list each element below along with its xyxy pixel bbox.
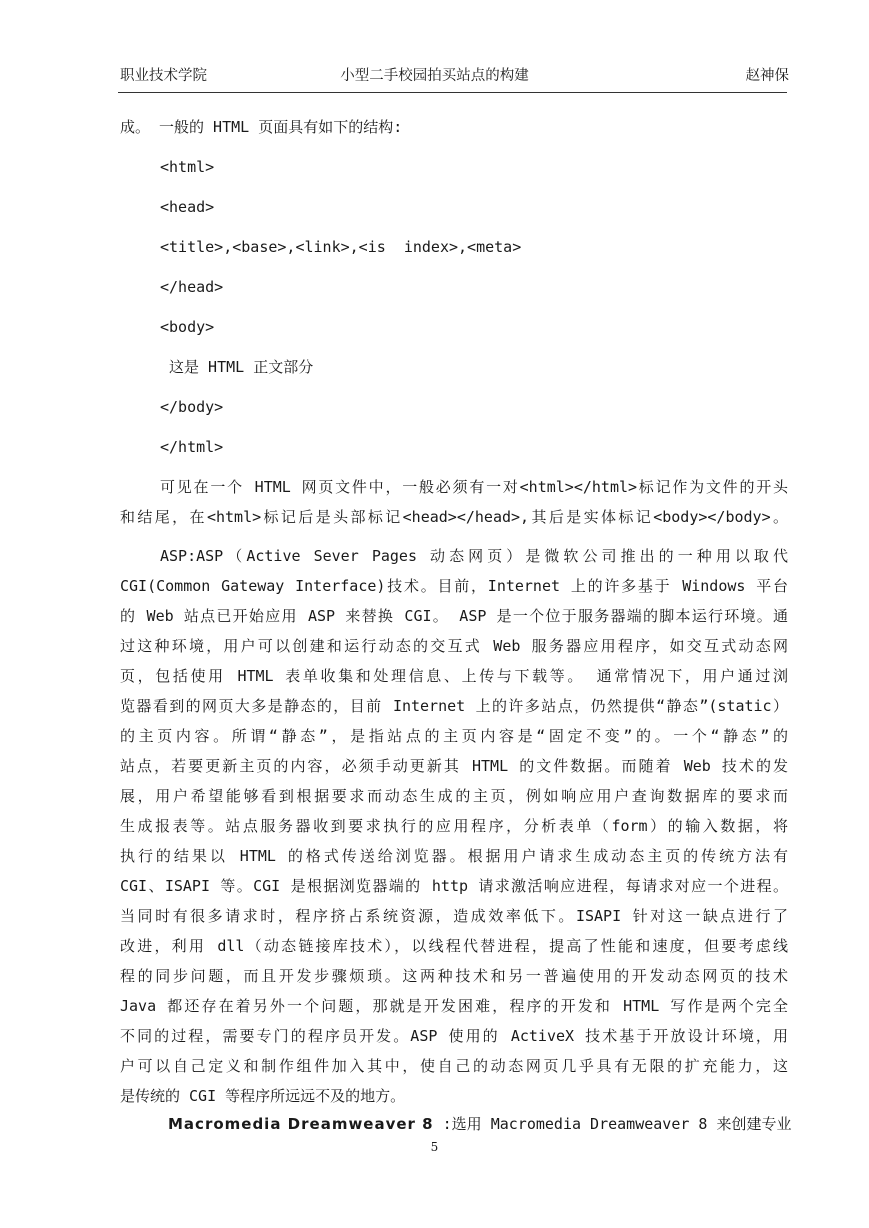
text-line: 生成报表等。站点服务器收到要求执行的应用程序，分析表单（form）的输入数据，将	[120, 817, 788, 835]
header-rule	[118, 92, 787, 93]
code-line: </body>	[160, 398, 224, 416]
header-left: 职业技术学院	[120, 68, 207, 84]
header-title: 小型二手校园拍买站点的构建	[340, 68, 529, 84]
text-line: 当同时有很多请求时，程序挤占系统资源，造成效率低下。ISAPI 针对这一缺点进行了	[120, 907, 788, 925]
text-line: 的主页内容。所谓“静态”，是指站点的主页内容是“固定不变”的。一个“静态”的	[120, 727, 788, 745]
code-line: <html>	[160, 158, 215, 176]
text-line: CGI、ISAPI 等。CGI 是根据浏览器端的 http 请求激活响应进程，每请求对应一个进程。	[120, 877, 788, 895]
software-name: Macromedia Dreamweaver 8	[168, 1115, 434, 1133]
header-author: 赵神保	[745, 68, 789, 84]
text-line	[168, 1114, 792, 1134]
text-line: 执行的结果以 HTML 的格式传送给浏览器。根据用户请求生成动态主页的传统方法有	[120, 847, 788, 865]
text-line: 和结尾，在<html>标记后是头部标记<head></head>,其后是实体标记<body></body>。	[120, 508, 788, 526]
text-line: 户可以自己定义和制作组件加入其中，使自己的动态网页几乎具有无限的扩充能力，这	[120, 1057, 788, 1075]
page-number: 5	[430, 1140, 439, 1154]
code-line: <head>	[160, 198, 215, 216]
text-line: 览器看到的网页大多是静态的，目前 Internet 上的许多站点，仍然提供“静态”(static）	[120, 697, 788, 715]
text-line: Java 都还存在着另外一个问题，那就是开发困难，程序的开发和 HTML 写作是两个完全	[120, 997, 788, 1015]
text-line: 展，用户希望能够看到根据要求而动态生成的主页，例如响应用户查询数据库的要求而	[120, 787, 788, 805]
text-line-rest: :选用 Macromedia Dreamweaver 8 来创建专业	[433, 1115, 792, 1133]
text-line: 是传统的 CGI 等程序所远远不及的地方。	[120, 1087, 406, 1105]
text-line: 页，包括使用 HTML 表单收集和处理信息、上传与下载等。 通常情况下，用户通过浏	[120, 667, 788, 685]
code-line: 这是 HTML 正文部分	[160, 358, 314, 376]
text-line: 不同的过程，需要专门的程序员开发。ASP 使用的 ActiveX 技术基于开放设计环境，用	[120, 1027, 788, 1045]
code-line: </head>	[160, 278, 224, 296]
code-line: <body>	[160, 318, 215, 336]
text-line: 程的同步问题，而且开发步骤烦琐。这两种技术和另一普遍使用的开发动态网页的技术	[120, 967, 788, 985]
text-line: ASP:ASP（Active Sever Pages 动态网页）是微软公司推出的一种用以取代	[160, 547, 788, 565]
text-line: 站点，若要更新主页的内容，必须手动更新其 HTML 的文件数据。而随着 Web 技术的发	[120, 757, 788, 775]
text-line: 的 Web 站点已开始应用 ASP 来替换 CGI。 ASP 是一个位于服务器端的脚本运行环境。通	[120, 607, 788, 625]
text-line: 过这种环境，用户可以创建和运行动态的交互式 Web 服务器应用程序，如交互式动态网	[120, 637, 788, 655]
text-line: 可见在一个 HTML 网页文件中，一般必须有一对<html></html>标记作为文件的开头	[160, 478, 788, 496]
text-line: CGI(Common Gateway Interface)技术。目前，Internet 上的许多基于 Windows 平台	[120, 577, 788, 595]
text-line: 改进，利用 dll（动态链接库技术），以线程代替进程，提高了性能和速度，但要考虑线	[120, 937, 788, 955]
text-line: 成。 一般的 HTML 页面具有如下的结构:	[120, 118, 403, 136]
code-line: <title>,<base>,<link>,<is index>,<meta>	[160, 238, 522, 256]
code-line: </html>	[160, 438, 224, 456]
